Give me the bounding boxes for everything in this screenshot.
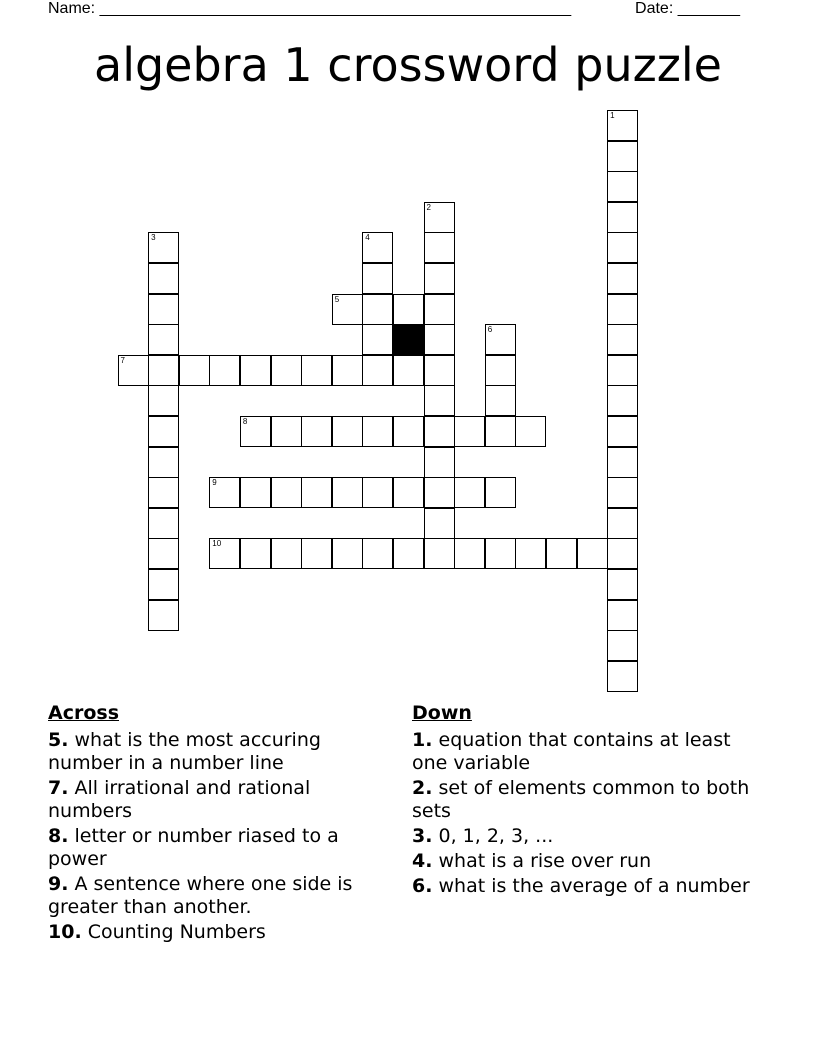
name-field-label: Name: _____________________________________________________ bbox=[48, 0, 572, 17]
grid-cell[interactable] bbox=[485, 477, 516, 508]
grid-cell[interactable] bbox=[607, 324, 638, 355]
grid-cell[interactable] bbox=[485, 385, 516, 416]
grid-cell[interactable] bbox=[148, 600, 179, 631]
cell-number: 5 bbox=[334, 294, 340, 304]
grid-cell[interactable] bbox=[271, 477, 302, 508]
grid-cell[interactable] bbox=[148, 538, 179, 569]
grid-cell[interactable] bbox=[424, 355, 455, 386]
clue-number: 9. bbox=[48, 873, 69, 895]
grid-cell[interactable] bbox=[424, 385, 455, 416]
grid-cell[interactable] bbox=[240, 416, 271, 447]
clue-text: Counting Numbers bbox=[87, 921, 266, 943]
grid-cell[interactable] bbox=[148, 232, 179, 263]
grid-cell[interactable] bbox=[607, 355, 638, 386]
grid-cell[interactable] bbox=[607, 232, 638, 263]
clue-number: 4. bbox=[412, 850, 433, 872]
grid-cell[interactable] bbox=[209, 477, 240, 508]
grid-cell[interactable] bbox=[148, 477, 179, 508]
down-clue-3 bbox=[412, 825, 752, 848]
grid-cell[interactable] bbox=[607, 385, 638, 416]
grid-cell[interactable] bbox=[607, 477, 638, 508]
grid-cell[interactable] bbox=[362, 355, 393, 386]
clue-text: equation that contains at least one variable bbox=[412, 729, 731, 774]
grid-cell[interactable] bbox=[393, 416, 424, 447]
grid-cell[interactable] bbox=[607, 171, 638, 202]
clue-text: 0, 1, 2, 3, ... bbox=[438, 825, 554, 847]
across-clue-10 bbox=[48, 921, 388, 944]
grid-cell[interactable] bbox=[209, 538, 240, 569]
grid-cell[interactable] bbox=[179, 355, 210, 386]
grid-cell[interactable] bbox=[332, 538, 363, 569]
grid-cell[interactable] bbox=[515, 538, 546, 569]
cell-number: 4 bbox=[365, 233, 370, 243]
grid-cell[interactable] bbox=[607, 447, 638, 478]
grid-cell[interactable] bbox=[424, 477, 455, 508]
cell-number: 2 bbox=[426, 202, 431, 212]
grid-cell[interactable] bbox=[577, 538, 608, 569]
grid-cell[interactable] bbox=[424, 294, 455, 325]
grid-cell[interactable] bbox=[148, 508, 179, 539]
down-heading: Down bbox=[412, 702, 472, 724]
cell-number: 7 bbox=[120, 355, 125, 365]
grid-cell[interactable] bbox=[240, 355, 271, 386]
down-clue-6 bbox=[412, 875, 752, 898]
across-clue-7 bbox=[48, 777, 388, 823]
down-clue-2 bbox=[412, 777, 752, 823]
down-clue-1 bbox=[412, 729, 752, 775]
grid-cell[interactable] bbox=[148, 355, 179, 386]
grid-cell[interactable] bbox=[607, 141, 638, 172]
grid-cell[interactable] bbox=[454, 538, 485, 569]
grid-cell[interactable] bbox=[393, 477, 424, 508]
grid-cell[interactable] bbox=[209, 355, 240, 386]
grid-cell[interactable] bbox=[148, 569, 179, 600]
across-clue-5 bbox=[48, 729, 388, 775]
grid-cell[interactable] bbox=[607, 416, 638, 447]
grid-cell[interactable] bbox=[607, 569, 638, 600]
grid-cell[interactable] bbox=[424, 508, 455, 539]
grid-cell[interactable] bbox=[240, 538, 271, 569]
grid-cell[interactable] bbox=[332, 477, 363, 508]
grid-cell[interactable] bbox=[393, 294, 424, 325]
grid-cell[interactable] bbox=[607, 538, 638, 569]
grid-cell[interactable] bbox=[118, 355, 149, 386]
grid-cell[interactable] bbox=[607, 294, 638, 325]
grid-cell[interactable] bbox=[301, 477, 332, 508]
blocked-cell bbox=[393, 324, 424, 355]
down-clue-4 bbox=[412, 850, 752, 873]
clue-text: All irrational and rational numbers bbox=[48, 777, 311, 822]
grid-cell[interactable] bbox=[240, 477, 271, 508]
grid-cell[interactable] bbox=[301, 538, 332, 569]
grid-cell[interactable] bbox=[607, 508, 638, 539]
grid-cell[interactable] bbox=[607, 202, 638, 233]
clue-text: what is the most accuring number in a number line bbox=[48, 729, 321, 774]
grid-cell[interactable] bbox=[607, 263, 638, 294]
clue-text: letter or number riased to a power bbox=[48, 825, 339, 870]
page-title: algebra 1 crossword puzzle bbox=[94, 38, 722, 92]
grid-cell[interactable] bbox=[454, 416, 485, 447]
clue-text: set of elements common to both sets bbox=[412, 777, 750, 822]
grid-cell[interactable] bbox=[424, 263, 455, 294]
clue-number: 8. bbox=[48, 825, 69, 847]
across-clue-8 bbox=[48, 825, 388, 871]
grid-cell[interactable] bbox=[148, 263, 179, 294]
grid-cell[interactable] bbox=[148, 324, 179, 355]
grid-cell[interactable] bbox=[362, 477, 393, 508]
clue-number: 2. bbox=[412, 777, 433, 799]
clue-number: 7. bbox=[48, 777, 69, 799]
across-clue-9 bbox=[48, 873, 388, 919]
cell-number: 1 bbox=[610, 111, 615, 120]
grid-cell[interactable] bbox=[424, 416, 455, 447]
grid-cell[interactable] bbox=[485, 538, 516, 569]
grid-cell[interactable] bbox=[424, 447, 455, 478]
grid-cell[interactable] bbox=[332, 355, 363, 386]
grid-cell[interactable] bbox=[424, 232, 455, 263]
clue-text: what is the average of a number bbox=[438, 875, 750, 897]
grid-cell[interactable] bbox=[454, 477, 485, 508]
clue-number: 6. bbox=[412, 875, 433, 897]
grid-cell[interactable] bbox=[607, 630, 638, 661]
grid-cell[interactable] bbox=[301, 416, 332, 447]
grid-cell[interactable] bbox=[393, 538, 424, 569]
grid-cell[interactable] bbox=[393, 355, 424, 386]
grid-cell[interactable] bbox=[362, 416, 393, 447]
across-clues bbox=[48, 702, 388, 946]
cell-number: 9 bbox=[212, 478, 217, 488]
date-field-label: Date: _______ bbox=[635, 0, 740, 17]
grid-cell[interactable] bbox=[301, 355, 332, 386]
cell-number: 6 bbox=[487, 325, 493, 335]
cell-number: 10 bbox=[212, 539, 222, 549]
cell-number: 8 bbox=[242, 417, 248, 426]
grid-cell[interactable] bbox=[607, 661, 638, 692]
grid-cell[interactable] bbox=[546, 538, 577, 569]
grid-cell[interactable] bbox=[362, 294, 393, 325]
grid-cell[interactable] bbox=[362, 263, 393, 294]
clue-number: 3. bbox=[412, 825, 433, 847]
grid-cell[interactable] bbox=[515, 416, 546, 447]
across-heading: Across bbox=[48, 702, 120, 724]
grid-cell[interactable] bbox=[332, 294, 363, 325]
grid-cell[interactable] bbox=[332, 416, 363, 447]
grid-cell[interactable] bbox=[148, 294, 179, 325]
clue-number: 1. bbox=[412, 729, 433, 751]
grid-cell[interactable] bbox=[607, 110, 638, 141]
grid-cell[interactable] bbox=[607, 600, 638, 631]
grid-cell[interactable] bbox=[271, 355, 302, 386]
grid-cell[interactable] bbox=[424, 538, 455, 569]
grid-cell[interactable] bbox=[271, 538, 302, 569]
clue-number: 10. bbox=[48, 921, 82, 943]
grid-cell[interactable] bbox=[485, 416, 516, 447]
grid-cell[interactable] bbox=[485, 324, 516, 355]
grid-cell[interactable] bbox=[362, 324, 393, 355]
clue-text: A sentence where one side is greater than another. bbox=[48, 873, 353, 918]
grid-cell[interactable] bbox=[424, 202, 455, 233]
clue-text: what is a rise over run bbox=[438, 850, 652, 872]
clue-number: 5. bbox=[48, 729, 69, 751]
grid-cell[interactable] bbox=[362, 232, 393, 263]
grid-cell[interactable] bbox=[148, 447, 179, 478]
grid-cell[interactable] bbox=[271, 416, 302, 447]
cell-number: 3 bbox=[151, 233, 156, 243]
grid-cell[interactable] bbox=[485, 355, 516, 386]
grid-cell[interactable] bbox=[424, 324, 455, 355]
grid-cell[interactable] bbox=[148, 416, 179, 447]
grid-cell[interactable] bbox=[148, 385, 179, 416]
grid-cell[interactable] bbox=[362, 538, 393, 569]
down-clues bbox=[412, 702, 752, 900]
